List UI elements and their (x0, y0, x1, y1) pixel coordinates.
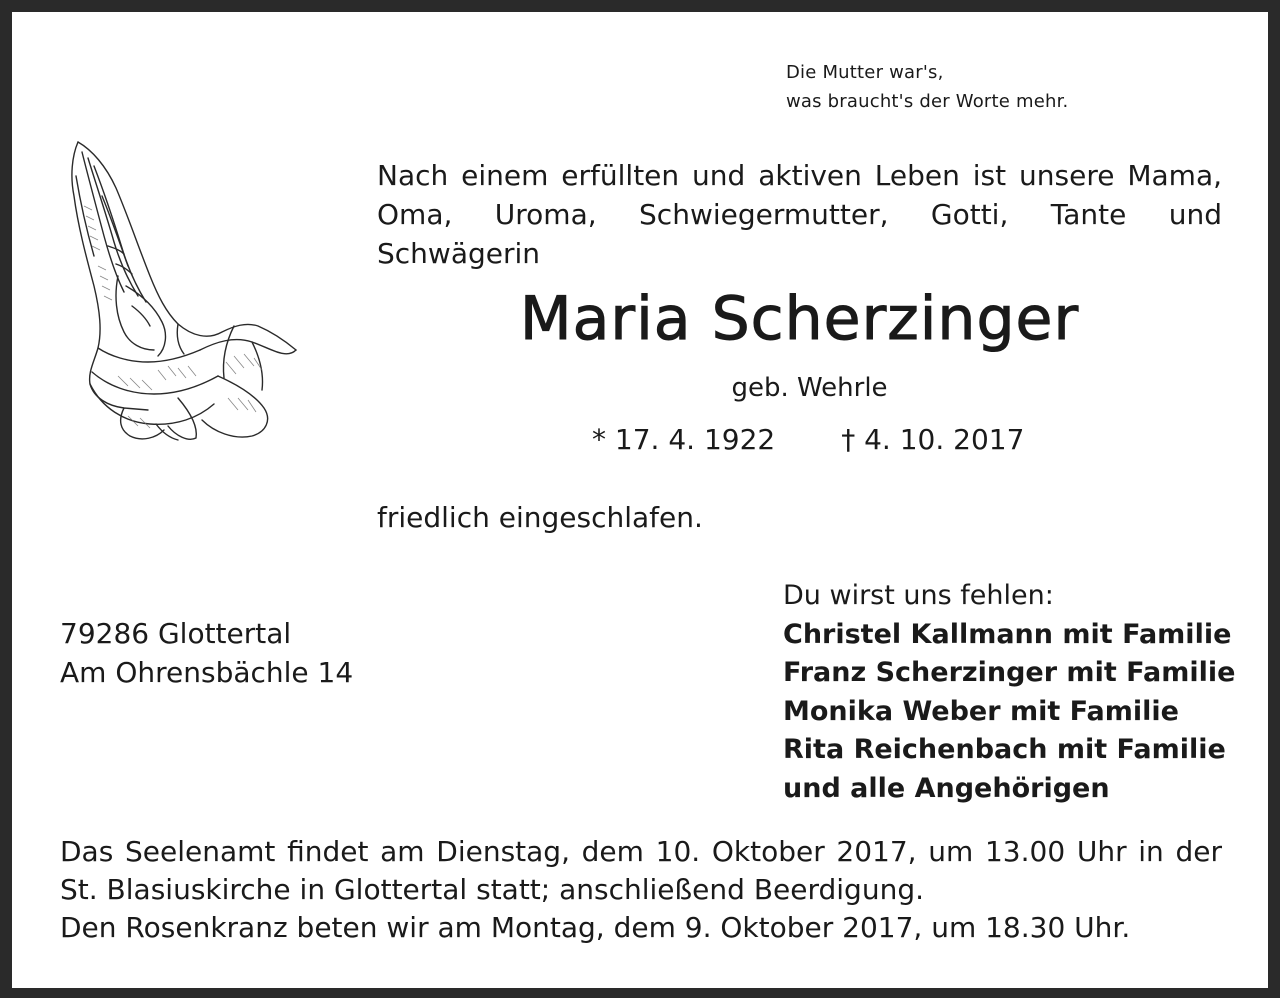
death-date: † 4. 10. 2017 (841, 423, 1025, 456)
mourner-name: Christel Kallmann mit Familie (783, 618, 1232, 650)
motto-line-2: was braucht's der Worte mehr. (786, 91, 1069, 112)
praying-hands-icon (58, 136, 300, 444)
deceased-name: Maria Scherzinger (519, 284, 1080, 354)
service-line-2: St. Blasiuskirche in Glottertal statt; anschließend Beerdigung. (60, 873, 924, 906)
passing-text: friedlich eingeschlafen. (377, 501, 703, 534)
life-dates (592, 420, 1024, 460)
mourners-list (783, 616, 1235, 809)
mourner-name: Franz Scherzinger mit Familie (783, 657, 1236, 688)
intro-line-2: Oma, Uroma, Schwiegermutter, Gotti, Tante und Schwägerin (377, 198, 1222, 270)
family-address (60, 614, 353, 692)
mourner-name: Monika Weber mit Familie (783, 695, 1179, 727)
mourner-name: und alle Angehörigen (783, 772, 1110, 804)
birth-name: geb. Wehrle (731, 373, 888, 403)
birth-date: * 17. 4. 1922 (592, 423, 776, 456)
service-line-1: Das Seelenamt findet am Dienstag, dem 10. Oktober 2017, um 13.00 Uhr in der (60, 835, 1222, 868)
intro-line-1: Nach einem erfüllten und aktiven Leben ist unsere Mama, (377, 159, 1222, 192)
mourner-name: Rita Reichenbach mit Familie (783, 734, 1226, 765)
address-city: 79286 Glottertal (60, 617, 292, 650)
address-street: Am Ohrensbächle 14 (60, 656, 354, 689)
intro-text (377, 156, 1222, 273)
service-info (60, 833, 1222, 947)
mourners-heading: Du wirst uns fehlen: (783, 580, 1054, 611)
mourners-block (783, 577, 1235, 808)
service-line-3: Den Rosenkranz beten wir am Montag, dem 9. Oktober 2017, um 18.30 Uhr. (60, 911, 1131, 944)
motto-line-1: Die Mutter war's, (786, 62, 944, 83)
motto-quote (786, 58, 1068, 116)
